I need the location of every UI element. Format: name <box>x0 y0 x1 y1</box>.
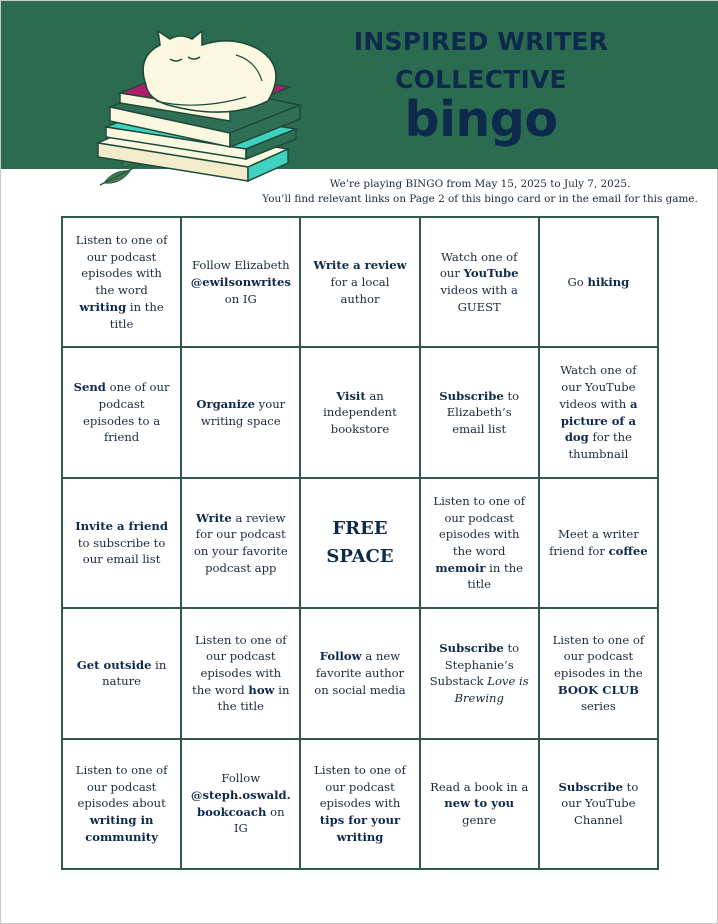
bingo-cell-text <box>430 493 529 593</box>
bingo-cell-segment: a new favorite author on social media <box>314 649 406 697</box>
bingo-cell <box>539 217 658 347</box>
bingo-cell-segment: Listen to one of our podcast episodes with the word <box>433 493 525 558</box>
bingo-cell-segment: for the thumbnail <box>568 430 632 461</box>
bingo-cell-segment: writing in community <box>85 813 158 844</box>
bingo-cell-text <box>191 396 290 429</box>
bingo-cell-segment: Write <box>196 510 232 525</box>
bingo-cell-text <box>549 362 648 462</box>
bingo-cell-text <box>72 657 171 690</box>
bingo-cell <box>420 217 539 347</box>
bingo-cell-segment: Follow <box>319 649 362 664</box>
bingo-cell-text <box>310 762 409 846</box>
bingo-cell-text <box>72 379 171 446</box>
bingo-cell-segment: Listen to one of our podcast episodes in the <box>552 632 645 681</box>
title-line-1: INSPIRED WRITER <box>353 27 609 56</box>
bingo-cell-segment: Listen to one of our podcast episodes about <box>75 763 168 811</box>
bingo-cell-text <box>72 518 171 568</box>
bingo-cell-text <box>72 232 171 332</box>
bingo-cell-text <box>549 779 648 829</box>
bingo-cell <box>300 739 419 869</box>
bingo-cell-segment: videos with a GUEST <box>440 283 518 314</box>
bingo-cell-segment: an independent bookstore <box>323 388 397 436</box>
bingo-cell-segment: Listen to one of our podcast episodes with the word <box>192 632 287 697</box>
bingo-cell-segment: Read a book in a <box>430 779 529 794</box>
bingo-cell-segment: Meet a writer friend for <box>549 527 639 558</box>
bingo-cell-segment: in the title <box>217 682 290 714</box>
bingo-cell-segment: Love is Brewing <box>454 674 529 706</box>
bingo-cell-segment: Listen to one of our podcast episodes with <box>314 763 406 811</box>
bingo-cell <box>62 739 181 869</box>
bingo-cell <box>539 347 658 477</box>
bingo-cell-segment: Follow <box>221 771 261 786</box>
bingo-cell-segment: a review for our podcast on your favorite podcast app <box>193 510 288 575</box>
bingo-cell-segment: Subscribe <box>558 779 623 794</box>
bingo-cell-segment: series <box>580 699 616 714</box>
bingo-cell-segment: Follow Elizabeth <box>191 258 290 273</box>
bingo-cell-segment: writing <box>79 299 127 314</box>
bingo-cell-segment: @steph.oswald. bookcoach <box>190 788 291 819</box>
bingo-cell-segment: Subscribe <box>439 640 504 655</box>
bingo-cell <box>539 739 658 869</box>
bingo-cell <box>300 347 419 477</box>
bingo-cell-segment: Go <box>567 274 588 289</box>
notice-line-1: We’re playing BINGO from May 15, 2025 to July 7, 2025. <box>329 178 631 190</box>
bingo-cell-text <box>549 632 648 716</box>
bingo-cell <box>181 608 300 738</box>
bingo-cell <box>62 347 181 477</box>
bingo-cell-text <box>310 257 409 307</box>
bingo-cell-segment: hiking <box>587 274 630 289</box>
bingo-cell-text <box>191 510 290 577</box>
bingo-cell <box>420 739 539 869</box>
bingo-cell-text <box>430 779 529 829</box>
bingo-cell-text <box>310 515 409 571</box>
bingo-cell <box>181 739 300 869</box>
title-line-2: COLLECTIVE <box>395 65 567 94</box>
bingo-cell <box>62 478 181 608</box>
title-bingo: bingo <box>404 91 558 148</box>
cat-sleeping-on-books-icon <box>86 15 316 197</box>
bingo-cell-segment: memoir <box>435 560 486 575</box>
bingo-cell-segment: Send <box>73 380 106 395</box>
bingo-cell-segment: Listen to one of our podcast episodes with the word <box>75 233 168 298</box>
bingo-cell-segment: FREE SPACE <box>326 517 394 567</box>
bingo-cell-segment: @ewilsonwrites <box>190 274 291 289</box>
bingo-cell-text <box>310 388 409 438</box>
bingo-cell-text <box>430 640 529 707</box>
bingo-cell-segment: to subscribe to our email list <box>77 535 166 567</box>
bingo-cell-text <box>549 526 648 559</box>
bingo-cell-segment: to our YouTube Channel <box>561 779 639 828</box>
bingo-cell-text <box>191 632 290 716</box>
bingo-cell <box>181 347 300 477</box>
bingo-cell-segment: Visit <box>336 388 366 403</box>
bingo-cell <box>300 608 419 738</box>
bingo-cell-segment: on IG <box>224 291 257 306</box>
bingo-cell-segment: Watch one of our YouTube videos with <box>559 363 637 411</box>
bingo-cell-segment: tips for your writing <box>319 813 401 844</box>
bingo-cell-segment: Invite a friend <box>75 518 168 533</box>
bingo-cell-segment: YouTube <box>463 266 519 281</box>
bingo-cell-segment: Organize <box>196 396 255 411</box>
bingo-cell-segment: Write a review <box>313 258 407 273</box>
bingo-cell <box>181 217 300 347</box>
bingo-cell-segment: one of our podcast episodes to a friend <box>83 380 170 445</box>
bingo-cell <box>181 478 300 608</box>
bingo-cell-text <box>191 257 291 307</box>
bingo-cell <box>420 347 539 477</box>
page-title <box>346 23 616 148</box>
bingo-cell-segment: BOOK CLUB <box>557 682 639 697</box>
bingo-cell-text <box>310 648 409 698</box>
bingo-cell <box>420 478 539 608</box>
bingo-cell-segment: to Elizabeth’s email list <box>446 388 520 436</box>
bingo-cell-segment: Get outside <box>76 657 152 672</box>
notice-line-2: You’ll find relevant links on Page 2 of this bingo card or in the email for this game. <box>262 193 698 205</box>
bingo-cell-text <box>568 274 630 291</box>
bingo-cell <box>300 217 419 347</box>
bingo-cell-segment: for a local author <box>330 274 390 306</box>
bingo-cell-segment: on IG <box>233 804 285 836</box>
bingo-cell-segment: in the title <box>467 560 524 592</box>
bingo-cell-text <box>191 770 291 837</box>
free-space-cell <box>300 478 419 608</box>
bingo-cell-segment: in nature <box>102 657 167 689</box>
bingo-grid <box>61 216 659 870</box>
bingo-cell-segment: Subscribe <box>439 388 504 403</box>
bingo-cell <box>62 608 181 738</box>
bingo-cell-segment: to Stephanie’s Substack <box>429 640 520 689</box>
bingo-cell-segment: your writing space <box>200 396 286 428</box>
bingo-cell-segment: how <box>248 682 275 697</box>
bingo-cell-segment: new to you <box>444 796 515 811</box>
bingo-cell-text <box>72 762 171 846</box>
game-dates-notice <box>259 177 701 207</box>
bingo-cell <box>62 217 181 347</box>
bingo-cell <box>420 608 539 738</box>
bingo-cell-segment: coffee <box>608 543 648 558</box>
bingo-cell <box>539 478 658 608</box>
bingo-cell-segment: genre <box>462 813 497 828</box>
bingo-cell-text <box>430 249 529 316</box>
bingo-cell-segment: Watch one of our <box>439 249 518 281</box>
bingo-cell-text <box>430 388 529 438</box>
bingo-cell <box>539 608 658 738</box>
bingo-cell-segment: in the title <box>109 299 164 331</box>
bingo-cell-segment: a picture of a dog <box>560 396 638 445</box>
